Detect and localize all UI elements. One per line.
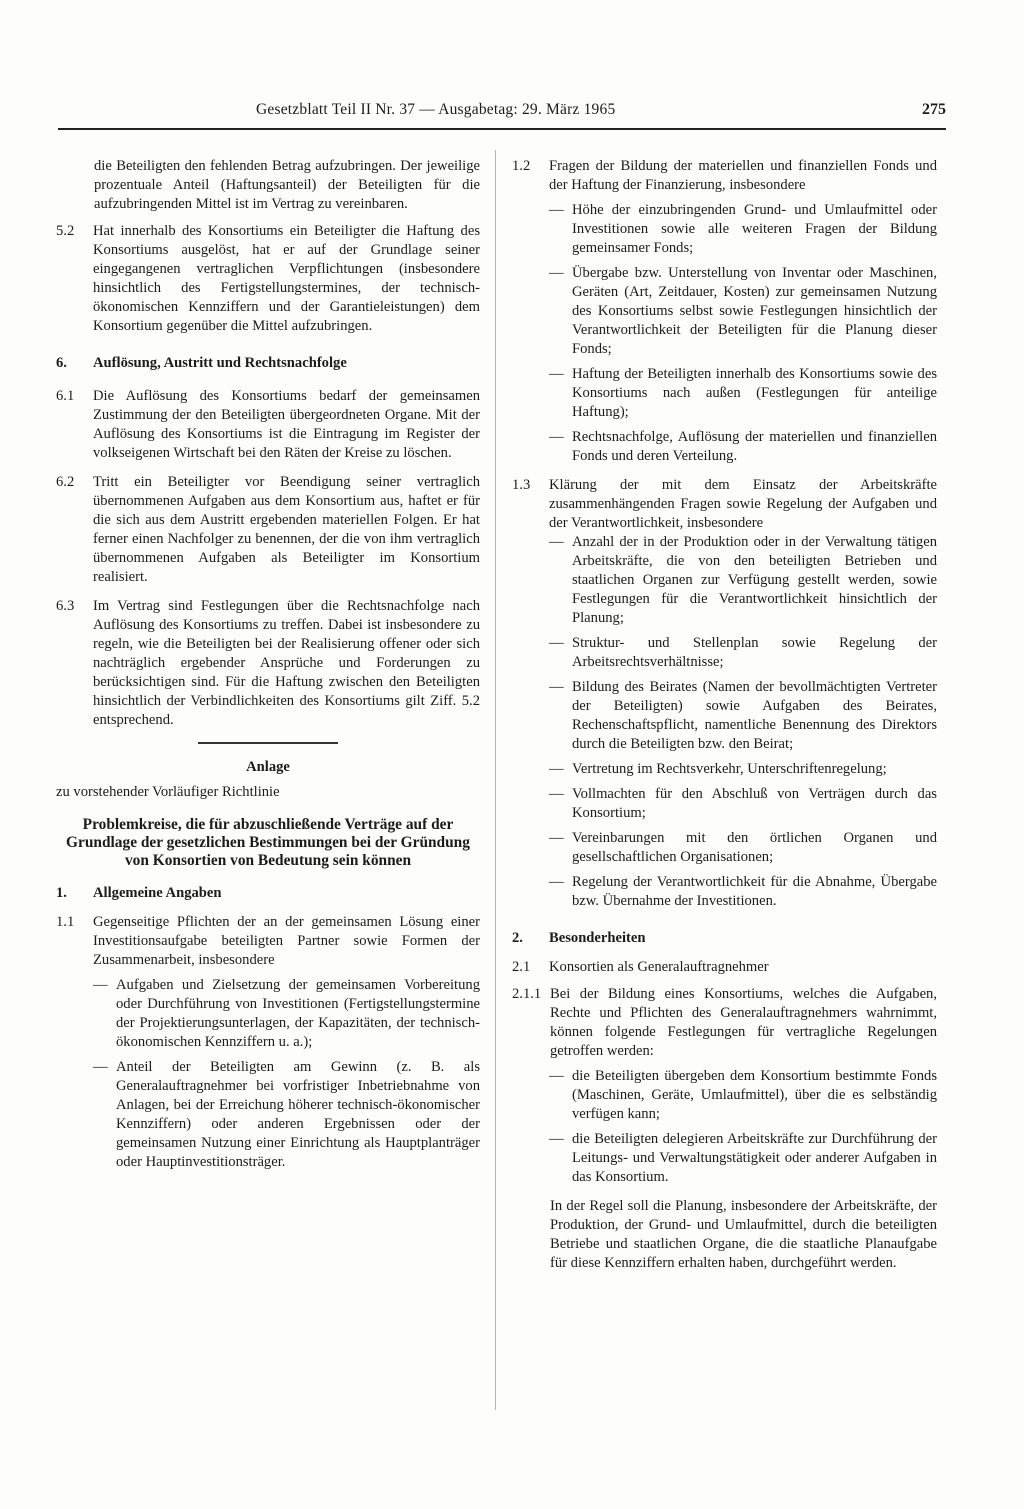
list-item xyxy=(549,678,937,754)
section-text: Gegenseitige Pflichten der an der gemeinsamen Lösung einer Investitionsaufgabe beteiligten Partner sowie Formen der Zusammenarbeit, insbesondere xyxy=(93,914,480,968)
section-number: 2. xyxy=(512,930,523,946)
section-6-heading xyxy=(56,354,480,373)
dash-marker: — xyxy=(549,1068,564,1084)
dash-marker: — xyxy=(93,1059,108,1075)
section-number: 2.1 xyxy=(512,959,531,975)
list-item xyxy=(549,428,937,466)
list-item xyxy=(549,201,937,258)
section-1-heading xyxy=(56,884,480,903)
section-number: 1. xyxy=(56,885,67,901)
section-title: Allgemeine Angaben xyxy=(93,885,222,901)
section-text: Im Vertrag sind Festlegungen über die Rechtsnachfolge nach Auflösung des Konsortiums zu treffen. Dabei ist insbesondere zu regeln, wie die Beteiligten bei der Realisierung offener oder sich nachträglich ergebender Ansprüche und Forderungen zu berücksichtigen sind. Für die Haftung zwischen den Beteiligten hinsichtlich der Verbindlichkeiten des Konsortiums gilt Ziff. 5.2 entsprechend. xyxy=(93,598,480,728)
section-number: 1.1 xyxy=(56,914,75,930)
dash-marker: — xyxy=(549,874,564,890)
list-item-text: Rechtsnachfolge, Auflösung der materiellen und finanziellen Fonds und deren Verteilung. xyxy=(572,429,937,464)
section-2-heading xyxy=(512,929,937,948)
dash-marker: — xyxy=(549,635,564,651)
dash-marker: — xyxy=(549,830,564,846)
list-item xyxy=(549,760,937,779)
section-number: 5.2 xyxy=(56,223,75,239)
dash-marker: — xyxy=(549,366,564,382)
list-item-text: die Beteiligten übergeben dem Konsortium bestimmte Fonds (Maschinen, Geräte, Umlaufmittel), über die es selbständig verfügen kann; xyxy=(572,1068,937,1122)
page-header xyxy=(58,100,946,130)
section-1-1 xyxy=(56,913,480,970)
intro-paragraph: die Beteiligten den fehlenden Betrag aufzubringen. Der jeweilige prozentuale Anteil (Haftungsanteil) der Beteiligten für die aufzubringenden Mittel ist im Vertrag zu vereinbaren. xyxy=(94,158,480,212)
list-item xyxy=(549,634,937,672)
list-item-text: Anteil der Beteiligten am Gewinn (z. B. als Generalauftragnehmer bei vorfristiger Inbetriebnahme von Anlagen, bei der Erreichung höherer technisch-ökonomischer Kennziffern) oder anderen Ergebnissen oder der gemeinsamen Nutzung einer Einrichtung als Hauptplanträger oder Hauptinvestitionsträger. xyxy=(116,1059,480,1170)
list-item xyxy=(549,1130,937,1187)
closing-paragraph: In der Regel soll die Planung, insbesondere der Arbeitskräfte, der Produktion, der Grund- und Umlaufmittel, durch die beteiligten Betriebe und staatlichen Organe, die die staatliche Planaufgabe für diese Kennziffern erhalten haben, durchgeführt werden. xyxy=(550,1198,937,1271)
section-2-1-1 xyxy=(512,985,937,1061)
separator-rule xyxy=(198,742,338,744)
page-number: 275 xyxy=(922,101,946,118)
right-column xyxy=(512,157,937,1273)
dash-marker: — xyxy=(549,202,564,218)
section-1-2 xyxy=(512,157,937,195)
section-6-1 xyxy=(56,387,480,463)
publication-title: Gesetzblatt Teil II Nr. 37 — Ausgabetag: 29. März 1965 xyxy=(256,101,616,118)
list-item-text: Regelung der Verantwortlichkeit für die Abnahme, Übergabe bzw. Übernahme der Investitionen. xyxy=(572,874,937,909)
dash-marker: — xyxy=(549,265,564,281)
dash-marker: — xyxy=(549,1131,564,1147)
list-item-text: Vollmachten für den Abschluß von Verträgen durch das Konsortium; xyxy=(572,786,937,821)
list-item xyxy=(549,533,937,628)
anlage-subtitle: zu vorstehender Vorläufiger Richtlinie xyxy=(56,784,280,800)
list-item-text: Haftung der Beteiligten innerhalb des Konsortiums sowie des Konsortiums nach außen (Festlegungen für anteilige Haftung); xyxy=(572,366,937,420)
dash-marker: — xyxy=(549,534,564,550)
section-text: Bei der Bildung eines Konsortiums, welches die Aufgaben, Rechte und Pflichten des Generalauftragnehmers wahrnimmt, können folgende Festlegungen für vertragliche Regelungen getroffen werden: xyxy=(550,986,937,1059)
section-6-3 xyxy=(56,597,480,730)
section-number: 1.3 xyxy=(512,477,531,493)
section-number: 2.1.1 xyxy=(512,986,542,1002)
section-6-2 xyxy=(56,473,480,587)
dash-marker: — xyxy=(549,679,564,695)
list-item xyxy=(549,365,937,422)
left-column xyxy=(56,157,480,1172)
section-text: Hat innerhalb des Konsortiums ein Beteiligter die Haftung des Konsortiums ausgelöst, hat er auf der Grundlage seiner eingegangenen vertraglichen Verpflichtungen (insbesondere hinsichtlich des Fertigstellungstermines, der technisch-ökonomischen Kennziffern und der Garantieleistungen) dem Konsortium gegenüber die Mittel aufzubringen. xyxy=(93,223,480,334)
dash-marker: — xyxy=(549,786,564,802)
section-number: 6.2 xyxy=(56,474,75,490)
list-item-text: Übergabe bzw. Unterstellung von Inventar oder Maschinen, Geräten (Art, Zeitdauer, Kosten) zur gemeinsamen Nutzung des Konsortiums selbst sowie Festlegungen hinsichtlich der Verantwortlichkeit der Beteiligten für die Planung dieser Fonds; xyxy=(572,265,937,357)
problem-title: Problemkreise, die für abzuschließende Verträge auf der Grundlage der gesetzlichen Bestimmungen bei der Gründung von Konsortien von Bedeutung sein können xyxy=(66,816,470,869)
list-item xyxy=(93,1058,480,1172)
list-item xyxy=(93,976,480,1052)
section-1-3 xyxy=(512,476,937,533)
list-item-text: Höhe der einzubringenden Grund- und Umlaufmittel oder Investitionen sowie alle weiteren Fragen der Bildung gemeinsamer Fonds; xyxy=(572,202,937,256)
section-title: Auflösung, Austritt und Rechtsnachfolge xyxy=(93,355,347,371)
section-number: 6. xyxy=(56,355,67,371)
section-5-2 xyxy=(56,222,480,336)
list-item-text: Vereinbarungen mit den örtlichen Organen und gesellschaftlichen Organisationen; xyxy=(572,830,937,865)
list-item-text: Anzahl der in der Produktion oder in der Verwaltung tätigen Arbeitskräfte, die von den beteiligten Betrieben und staatlichen Organen zur Verfügung gestellt werden, sowie Festlegungen für die Verantwortlichkeit hinsichtlich der Planung; xyxy=(572,534,937,626)
section-title: Besonderheiten xyxy=(549,930,646,946)
list-item xyxy=(549,1067,937,1124)
section-number: 1.2 xyxy=(512,158,531,174)
section-number: 6.3 xyxy=(56,598,75,614)
section-number: 6.1 xyxy=(56,388,75,404)
anlage-heading: Anlage xyxy=(246,759,290,775)
list-item-text: Vertretung im Rechtsverkehr, Unterschriftenregelung; xyxy=(572,761,887,777)
section-text: Konsortien als Generalauftragnehmer xyxy=(549,959,769,975)
dash-marker: — xyxy=(93,977,108,993)
section-text: Klärung der mit dem Einsatz der Arbeitskräfte zusammenhängenden Fragen sowie Regelung der Aufgaben und der Verantwortlichkeit, insbesondere xyxy=(549,477,937,531)
dash-marker: — xyxy=(549,429,564,445)
list-item-text: Aufgaben und Zielsetzung der gemeinsamen Vorbereitung oder Durchführung von Investitionen (Fertigstellungstermine der Projektierungsunterlagen, der Kapazitäten, der technisch-ökonomischen Kennziffern u. a.); xyxy=(116,977,480,1050)
dash-marker: — xyxy=(549,761,564,777)
section-2-1 xyxy=(512,958,937,977)
list-item-text: Bildung des Beirates (Namen der bevollmächtigten Vertreter der Beteiligten) sowie Aufgaben des Beirates, Rechenschaftspflicht, namentliche Benennung des Direktors durch die Beteiligten bzw. den Beirat; xyxy=(572,679,937,752)
list-item xyxy=(549,829,937,867)
list-item xyxy=(549,785,937,823)
list-item xyxy=(549,264,937,359)
column-divider xyxy=(495,150,496,1410)
section-text: Die Auflösung des Konsortiums bedarf der gemeinsamen Zustimmung der den Beteiligten übergeordneten Organe. Mit der Auflösung des Konsortiums ist die Eintragung im Register der volkseigenen Wirtschaft bei den Räten der Kreise zu löschen. xyxy=(93,388,480,461)
list-item xyxy=(549,873,937,911)
section-text: Fragen der Bildung der materiellen und finanziellen Fonds und der Haftung der Finanzierung, insbesondere xyxy=(549,158,937,193)
list-item-text: die Beteiligten delegieren Arbeitskräfte zur Durchführung der Leitungs- und Verwaltungstätigkeit oder anderer Aufgaben in das Konsortium. xyxy=(572,1131,937,1185)
list-item-text: Struktur- und Stellenplan sowie Regelung der Arbeitsrechtsverhältnisse; xyxy=(572,635,937,670)
section-text: Tritt ein Beteiligter vor Beendigung seiner vertraglich übernommenen Aufgaben aus dem Konsortium aus, haftet er für die sich aus dem Austritt ergebenden materiellen Folgen. Er hat ferner einen Nachfolger zu benennen, der die von ihm vertraglich übernommenen Aufgaben als Beteiligter im Konsortium realisiert. xyxy=(93,474,480,585)
